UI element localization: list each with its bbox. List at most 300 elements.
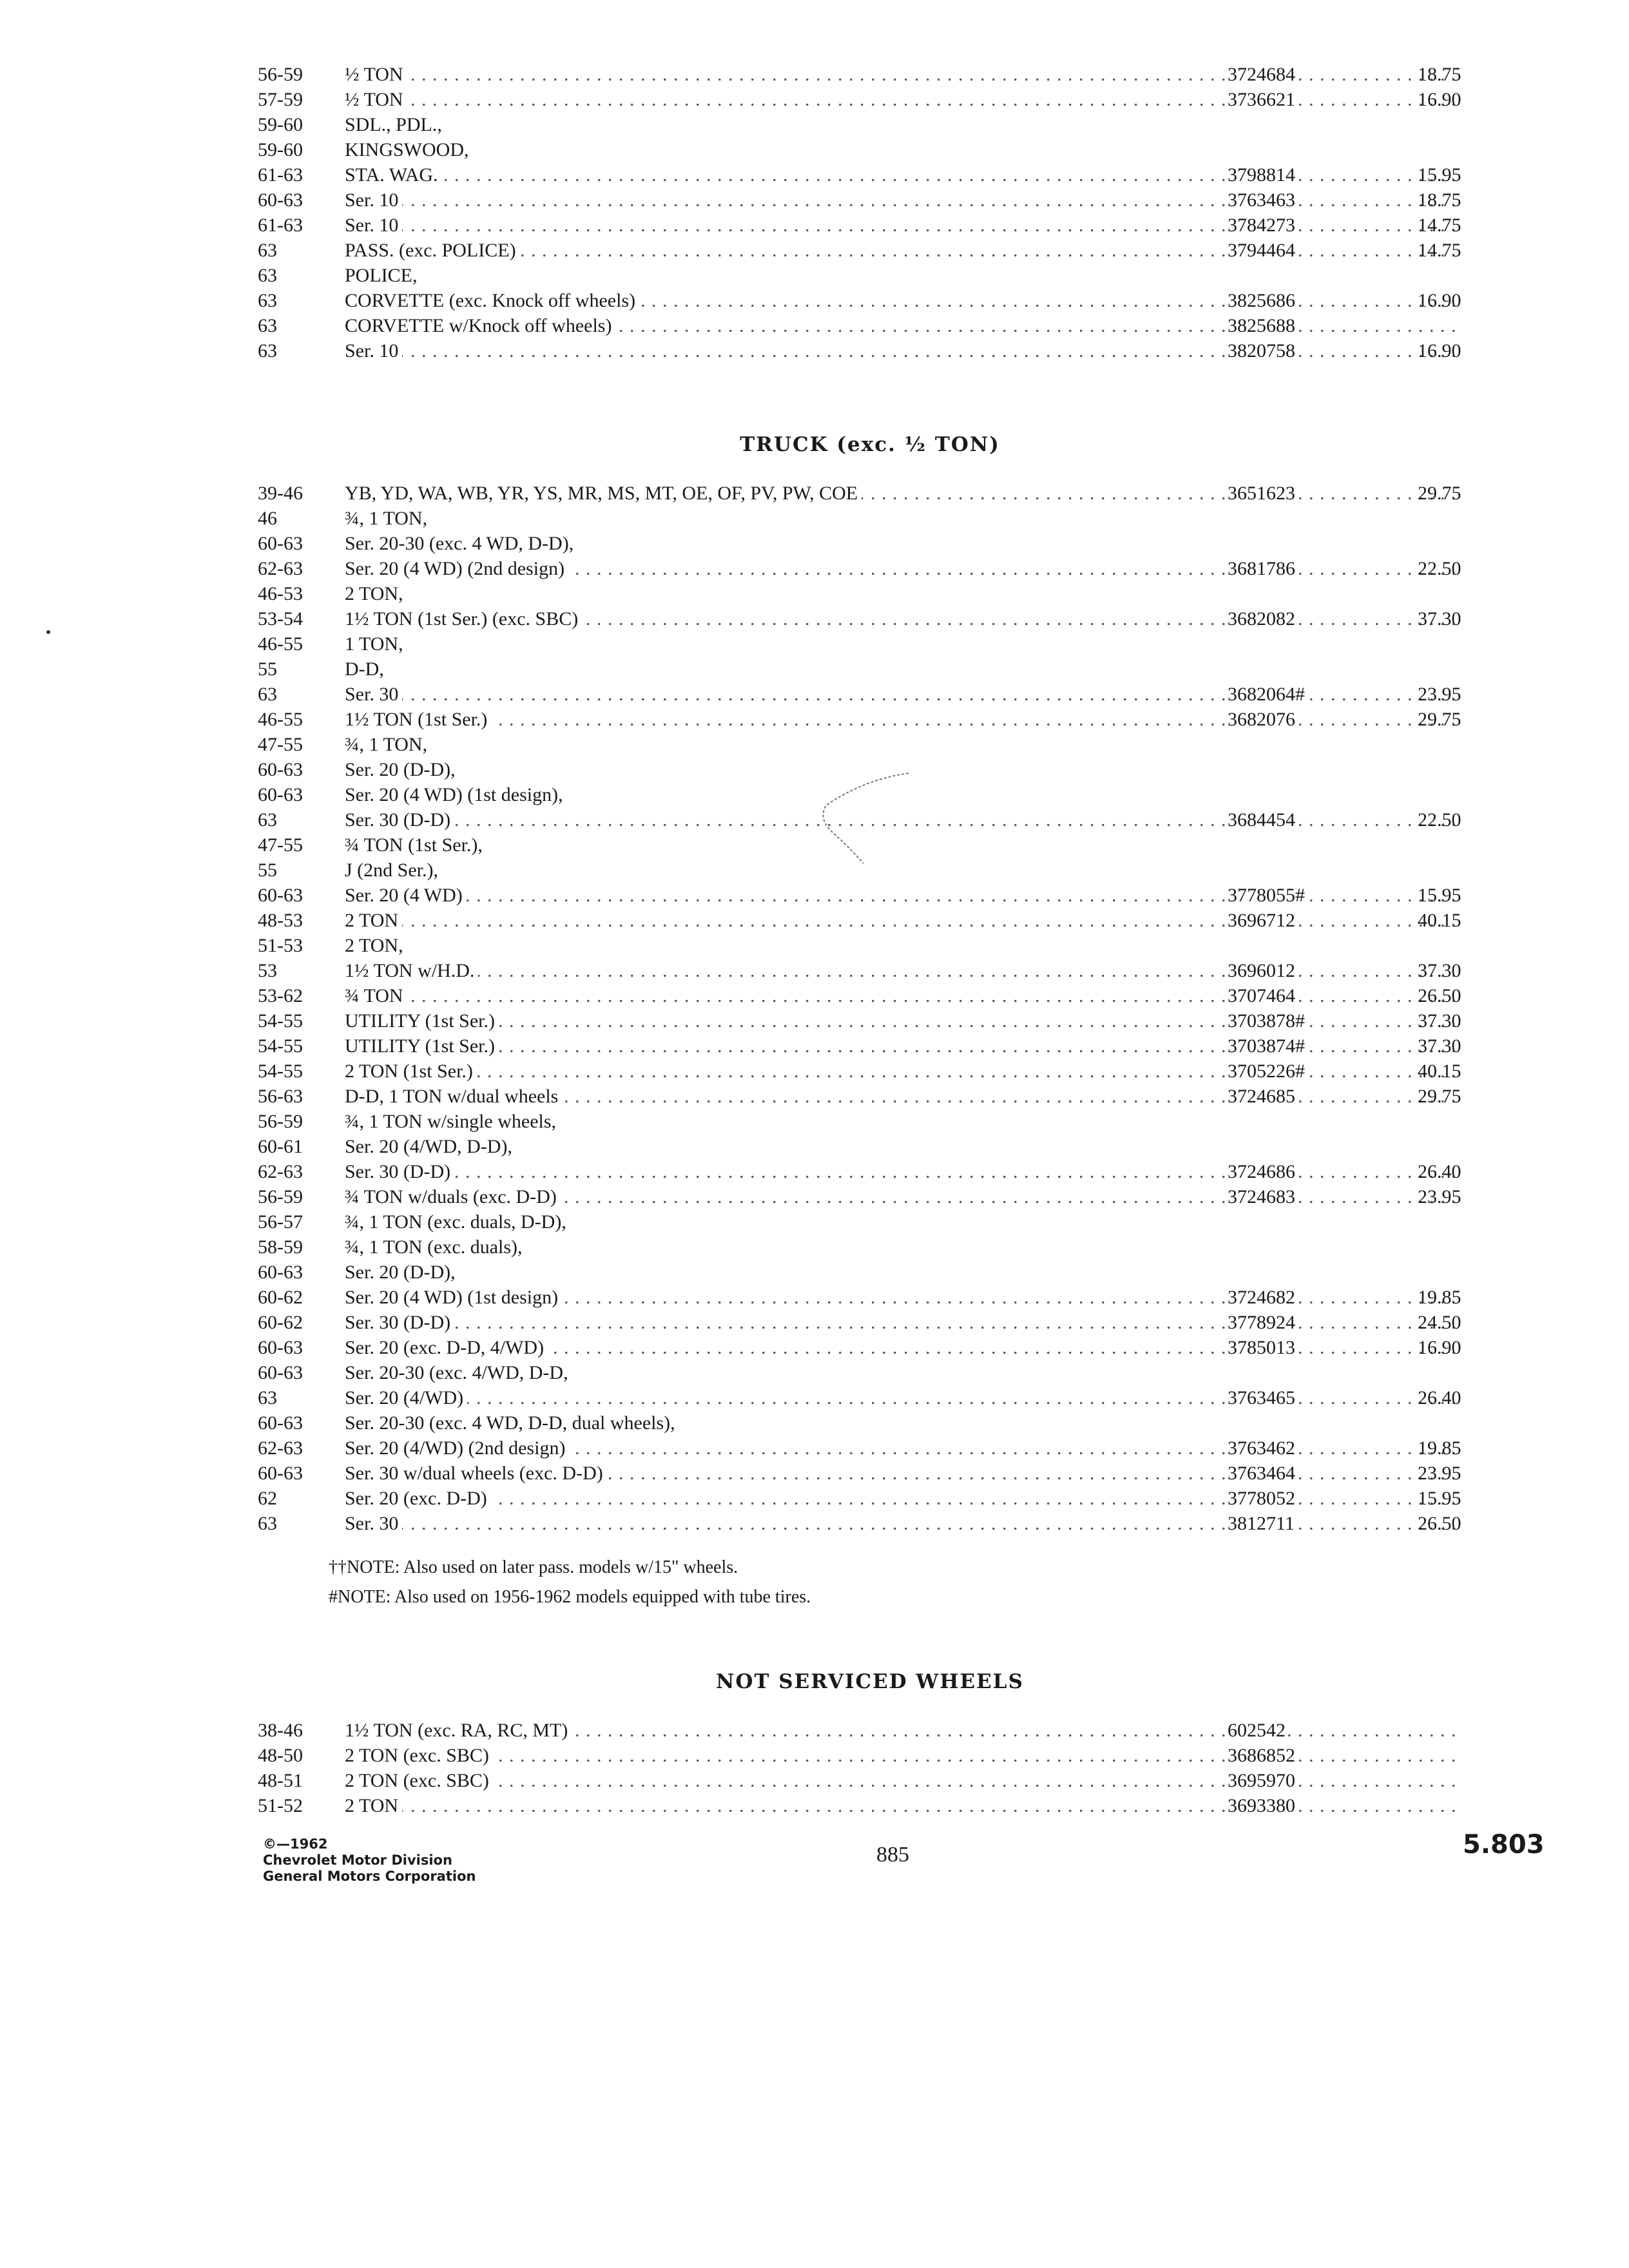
part-number-text: 3703878# (1228, 1010, 1305, 1032)
part-number (1228, 1059, 1344, 1084)
part-number (1228, 958, 1344, 983)
model-years: 38-46 (258, 1720, 303, 1741)
model-years: 55 (258, 860, 277, 881)
copyright: ©—1962 (263, 1836, 328, 1852)
description-text: Ser. 20 (4 WD) (1st design), (345, 784, 567, 805)
table-row (258, 883, 1482, 908)
list-price: 22.50 (1418, 558, 1461, 579)
list-price: 15.95 (1418, 1488, 1461, 1509)
list-price: 26.40 (1418, 1387, 1461, 1408)
description-text: Ser. 20 (4/WD) (345, 1387, 467, 1408)
list-price: 26.40 (1418, 1161, 1461, 1182)
description-text: Ser. 20 (exc. D-D) (345, 1488, 491, 1509)
table-row (258, 1793, 1482, 1818)
table-row (258, 1008, 1482, 1033)
list-price: 16.90 (1418, 290, 1461, 311)
description-text: ¾, 1 TON (exc. duals, D-D), (345, 1211, 570, 1233)
description-text: J (2nd Ser.), (345, 860, 442, 881)
description-text: Ser. 20-30 (exc. 4/WD, D-D, (345, 1362, 572, 1383)
part-number-text: 3785013 (1228, 1337, 1295, 1358)
part-number (1228, 556, 1344, 581)
table-row (258, 1768, 1482, 1793)
part-number-text: 3682064# (1228, 684, 1305, 705)
model-years: 56-63 (258, 1086, 303, 1107)
part-number (1228, 908, 1344, 933)
list-price: 29.75 (1418, 1086, 1461, 1107)
model-years: 62-63 (258, 1437, 303, 1459)
table-row (258, 506, 1482, 531)
table-row (258, 858, 1482, 883)
description-text: 1 TON, (345, 633, 407, 655)
description (345, 933, 1456, 958)
description-text: 2 TON, (345, 583, 407, 604)
table-row (258, 1209, 1482, 1235)
model-years: 56-59 (258, 64, 303, 85)
part-number-text: 3684454 (1228, 809, 1295, 831)
list-price: 23.95 (1418, 684, 1461, 705)
model-years: 59-60 (258, 114, 303, 135)
description-text: ½ TON (345, 89, 407, 110)
model-years: 62 (258, 1488, 277, 1509)
description (345, 782, 1456, 807)
description-text: Ser. 20 (4/WD, D-D), (345, 1136, 516, 1157)
model-years: 63 (258, 265, 277, 286)
table-row (258, 162, 1482, 187)
table-row (258, 187, 1482, 213)
table-row (258, 1385, 1482, 1410)
table-row (258, 87, 1482, 112)
part-number (1228, 707, 1344, 732)
part-number-text: 3820758 (1228, 340, 1295, 361)
list-price: 16.90 (1418, 89, 1461, 110)
description-text: SDL., PDL., (345, 114, 446, 135)
part-number (1228, 1159, 1344, 1184)
part-number-text: 3724683 (1228, 1186, 1295, 1207)
model-years: 60-63 (258, 1412, 303, 1434)
model-years: 61-63 (258, 215, 303, 236)
description (345, 1260, 1456, 1285)
description-text: POLICE, (345, 265, 421, 286)
model-years: 60-61 (258, 1136, 303, 1157)
description-text: YB, YD, WA, WB, YR, YS, MR, MS, MT, OE, OF, PV, PW, COE (345, 483, 862, 504)
list-price: 26.50 (1418, 985, 1461, 1006)
part-number-text: 3724686 (1228, 1161, 1295, 1182)
description (345, 263, 1456, 288)
description-text: ¾, 1 TON, (345, 734, 431, 755)
description-text: 1½ TON (1st Ser.) (exc. SBC) (345, 608, 582, 629)
model-years: 60-63 (258, 885, 303, 906)
list-price: 14.75 (1418, 215, 1461, 236)
description-text: 2 TON (exc. SBC) (345, 1745, 493, 1766)
part-number (1228, 1335, 1344, 1360)
description-text: UTILITY (1st Ser.) (345, 1010, 499, 1032)
list-price: 14.75 (1418, 240, 1461, 261)
model-years: 47-55 (258, 834, 303, 856)
description (345, 1209, 1456, 1235)
list-price: 37.30 (1418, 960, 1461, 981)
model-years: 47-55 (258, 734, 303, 755)
description-text: ¾, 1 TON w/single wheels, (345, 1111, 560, 1132)
description (345, 832, 1456, 858)
table-row (258, 682, 1482, 707)
description-text: Ser. 30 (D-D) (345, 1161, 454, 1182)
table-row (258, 556, 1482, 581)
table-row (258, 757, 1482, 782)
part-number-text: 3763465 (1228, 1387, 1295, 1408)
part-number (1228, 983, 1344, 1008)
description-text: ¾, 1 TON (exc. duals), (345, 1236, 526, 1258)
description-text: 1½ TON w/H.D. (345, 960, 478, 981)
table-row (258, 1718, 1482, 1743)
description-text: 2 TON (345, 1795, 402, 1816)
description (345, 657, 1456, 682)
part-number (1228, 682, 1344, 707)
model-years: 39-46 (258, 483, 303, 504)
model-years: 51-53 (258, 935, 303, 956)
list-price: 16.90 (1418, 1337, 1461, 1358)
part-number-text: 3794464 (1228, 240, 1295, 261)
part-number (1228, 1718, 1344, 1743)
list-price: 19.85 (1418, 1287, 1461, 1308)
description-text: Ser. 20 (exc. D-D, 4/WD) (345, 1337, 548, 1358)
part-number-text: 3696712 (1228, 910, 1295, 931)
table-row (258, 263, 1482, 288)
description (345, 631, 1456, 657)
part-number-text: 3763462 (1228, 1437, 1295, 1459)
part-number-text: 3778052 (1228, 1488, 1295, 1509)
table-row (258, 238, 1482, 263)
part-number-text: 3705226# (1228, 1061, 1305, 1082)
part-number-text: 3763463 (1228, 189, 1295, 211)
description (345, 757, 1456, 782)
part-number (1228, 213, 1344, 238)
part-number (1228, 481, 1344, 506)
table-row (258, 1084, 1482, 1109)
description (345, 858, 1456, 883)
part-number-text: 3812711 (1228, 1513, 1295, 1534)
part-number-text: 3763464 (1228, 1463, 1295, 1484)
description-text: UTILITY (1st Ser.) (345, 1035, 499, 1057)
section-heading: NOT SERVICED WHEELS (716, 1670, 1024, 1693)
model-years: 60-63 (258, 189, 303, 211)
list-price: 24.50 (1418, 1312, 1461, 1333)
description-text: Ser. 30 (D-D) (345, 809, 454, 831)
part-number (1228, 1486, 1344, 1511)
model-years: 63 (258, 1513, 277, 1534)
part-number-text: 3651623 (1228, 483, 1295, 504)
passenger-wheel-list (258, 62, 1482, 363)
description-text: 1½ TON (1st Ser.) (345, 709, 491, 730)
model-years: 63 (258, 340, 277, 361)
part-number-text: 3686852 (1228, 1745, 1295, 1766)
table-row (258, 1159, 1482, 1184)
division-name: Chevrolet Motor Division (263, 1852, 452, 1868)
note-tube-tires-1: ††NOTE: Also used on later pass. models w/15" wheels. (329, 1557, 738, 1577)
description-text: Ser. 20 (4 WD) (345, 885, 467, 906)
description-text: 2 TON (345, 910, 402, 931)
model-years: 46 (258, 508, 277, 529)
list-price: 23.95 (1418, 1463, 1461, 1484)
model-years: 60-63 (258, 1262, 303, 1283)
description-text: Ser. 30 (345, 684, 402, 705)
description-text: Ser. 30 (D-D) (345, 1312, 454, 1333)
description (345, 506, 1456, 531)
truck-wheel-section (258, 433, 1482, 1536)
description-text: ¾, 1 TON, (345, 508, 431, 529)
part-number (1228, 1793, 1344, 1818)
description-text: Ser. 20 (4 WD) (1st design) (345, 1287, 562, 1308)
table-row (258, 1360, 1482, 1385)
table-row (258, 481, 1482, 506)
table-row (258, 213, 1482, 238)
part-number (1228, 238, 1344, 263)
model-years: 54-55 (258, 1061, 303, 1082)
table-row (258, 1461, 1482, 1486)
part-number-text: 3784273 (1228, 215, 1295, 236)
table-row (258, 1436, 1482, 1461)
list-price: 18.75 (1418, 64, 1461, 85)
model-years: 46-55 (258, 709, 303, 730)
table-row (258, 807, 1482, 832)
table-row (258, 1511, 1482, 1536)
list-price: 19.85 (1418, 1437, 1461, 1459)
part-number (1228, 883, 1344, 908)
table-row (258, 1335, 1482, 1360)
list-price: 37.30 (1418, 1035, 1461, 1057)
description (345, 732, 1456, 757)
model-years: 59-60 (258, 139, 303, 160)
part-number-text: 602542 (1228, 1720, 1286, 1741)
not-serviced-section (258, 1670, 1482, 1818)
model-years: 56-59 (258, 1186, 303, 1207)
description-text: CORVETTE (exc. Knock off wheels) (345, 290, 639, 311)
description (345, 137, 1456, 162)
model-years: 60-63 (258, 1337, 303, 1358)
part-number-text: 3682082 (1228, 608, 1295, 629)
list-price: 37.30 (1418, 1010, 1461, 1032)
model-years: 63 (258, 809, 277, 831)
model-years: 61-63 (258, 164, 303, 186)
description-text: Ser. 20-30 (exc. 4 WD, D-D), (345, 533, 577, 554)
model-years: 46-55 (258, 633, 303, 655)
list-price: 15.95 (1418, 885, 1461, 906)
description-text: ½ TON (345, 64, 407, 85)
stray-mark (46, 630, 50, 634)
truck-wheel-list (258, 481, 1482, 1536)
part-number-text: 3696012 (1228, 960, 1295, 981)
table-row (258, 581, 1482, 606)
description-text: Ser. 10 (345, 189, 402, 211)
part-number-text: 3798814 (1228, 164, 1295, 186)
model-years: 63 (258, 240, 277, 261)
table-row (258, 707, 1482, 732)
part-number (1228, 1461, 1344, 1486)
list-price: 16.90 (1418, 340, 1461, 361)
description-text: 2 TON (1st Ser.) (345, 1061, 477, 1082)
model-years: 48-53 (258, 910, 303, 931)
table-row (258, 983, 1482, 1008)
table-row (258, 313, 1482, 338)
table-row (258, 732, 1482, 757)
model-years: 54-55 (258, 1010, 303, 1032)
description (345, 1360, 1456, 1385)
table-row (258, 112, 1482, 137)
model-years: 63 (258, 1387, 277, 1408)
table-row (258, 958, 1482, 983)
part-number-text: 3724684 (1228, 64, 1295, 85)
list-price: 15.95 (1418, 164, 1461, 186)
model-years: 60-63 (258, 1362, 303, 1383)
model-years: 60-63 (258, 759, 303, 780)
description-text: Ser. 10 (345, 215, 402, 236)
table-row (258, 1285, 1482, 1310)
description-text: Ser. 30 w/dual wheels (exc. D-D) (345, 1463, 607, 1484)
part-number (1228, 1436, 1344, 1461)
part-number (1228, 1385, 1344, 1410)
model-years: 48-51 (258, 1770, 303, 1791)
part-number-text: 3825688 (1228, 315, 1295, 336)
description (345, 112, 1456, 137)
model-years: 53-54 (258, 608, 303, 629)
table-row (258, 1033, 1482, 1059)
description-text: Ser. 20-30 (exc. 4 WD, D-D, dual wheels), (345, 1412, 679, 1434)
table-row (258, 531, 1482, 556)
table-row (258, 338, 1482, 363)
model-years: 53-62 (258, 985, 303, 1006)
model-years: 51-52 (258, 1795, 303, 1816)
part-number (1228, 87, 1344, 112)
model-years: 63 (258, 290, 277, 311)
model-years: 55 (258, 658, 277, 680)
list-price: 40.15 (1418, 1061, 1461, 1082)
description-text: ¾ TON (345, 985, 407, 1006)
model-years: 63 (258, 315, 277, 336)
description (345, 1134, 1456, 1159)
description-text: Ser. 20 (D-D), (345, 759, 459, 780)
description-text: STA. WAG. (345, 164, 442, 186)
table-row (258, 657, 1482, 682)
description (345, 581, 1456, 606)
description-text: 2 TON, (345, 935, 407, 956)
table-row (258, 288, 1482, 313)
part-number-text: 3778924 (1228, 1312, 1295, 1333)
table-row (258, 62, 1482, 87)
description-text: Ser. 20 (4/WD) (2nd design) (345, 1437, 569, 1459)
model-years: 48-50 (258, 1745, 303, 1766)
part-number-text: 3736621 (1228, 89, 1295, 110)
table-row (258, 832, 1482, 858)
part-number-text: 3707464 (1228, 985, 1295, 1006)
list-price: 23.95 (1418, 1186, 1461, 1207)
list-price: 29.75 (1418, 709, 1461, 730)
description-text: ¾ TON w/duals (exc. D-D) (345, 1186, 561, 1207)
description (345, 1410, 1456, 1436)
model-years: 53 (258, 960, 277, 981)
part-number (1228, 1511, 1344, 1536)
model-years: 60-62 (258, 1312, 303, 1333)
model-years: 60-62 (258, 1287, 303, 1308)
part-number-text: 3682076 (1228, 709, 1295, 730)
table-row (258, 908, 1482, 933)
model-years: 54-55 (258, 1035, 303, 1057)
model-years: 58-59 (258, 1236, 303, 1258)
part-number (1228, 1184, 1344, 1209)
table-row (258, 782, 1482, 807)
description-text: 1½ TON (exc. RA, RC, MT) (345, 1720, 572, 1741)
page-number: 885 (876, 1843, 909, 1867)
part-number (1228, 187, 1344, 213)
part-number (1228, 1310, 1344, 1335)
table-row (258, 606, 1482, 631)
part-number-text: 3778055# (1228, 885, 1305, 906)
description (345, 1235, 1456, 1260)
list-price: 40.15 (1418, 910, 1461, 931)
model-years: 46-53 (258, 583, 303, 604)
list-price: 29.75 (1418, 483, 1461, 504)
part-number (1228, 807, 1344, 832)
list-price: 37.30 (1418, 608, 1461, 629)
table-row (258, 933, 1482, 958)
description-text: Ser. 10 (345, 340, 402, 361)
table-row (258, 1134, 1482, 1159)
description-text: Ser. 20 (4 WD) (2nd design) (345, 558, 568, 579)
not-serviced-list (258, 1718, 1482, 1818)
part-number (1228, 62, 1344, 87)
part-number-text: 3724685 (1228, 1086, 1295, 1107)
part-number (1228, 1084, 1344, 1109)
model-years: 60-63 (258, 784, 303, 805)
part-number (1228, 162, 1344, 187)
part-number (1228, 1008, 1344, 1033)
list-price: 18.75 (1418, 189, 1461, 211)
model-years: 62-63 (258, 1161, 303, 1182)
part-number (1228, 606, 1344, 631)
description-text: 2 TON (exc. SBC) (345, 1770, 493, 1791)
table-row (258, 1486, 1482, 1511)
model-years: 63 (258, 684, 277, 705)
table-row (258, 1059, 1482, 1084)
description-text: KINGSWOOD, (345, 139, 472, 160)
part-number-text: 3825686 (1228, 290, 1295, 311)
list-price: 26.50 (1418, 1513, 1461, 1534)
description-text: Ser. 20 (D-D), (345, 1262, 459, 1283)
notes (329, 1553, 811, 1612)
table-row (258, 1260, 1482, 1285)
model-years: 60-63 (258, 533, 303, 554)
table-row (258, 1109, 1482, 1134)
part-number (1228, 338, 1344, 363)
model-years: 57-59 (258, 89, 303, 110)
description-text: ¾ TON (1st Ser.), (345, 834, 487, 856)
table-row (258, 137, 1482, 162)
table-row (258, 631, 1482, 657)
model-years: 56-57 (258, 1211, 303, 1233)
part-number (1228, 288, 1344, 313)
corporation-name: General Motors Corporation (263, 1869, 476, 1884)
note-tube-tires-2: #NOTE: Also used on 1956-1962 models equipped with tube tires. (329, 1587, 811, 1607)
table-row (258, 1184, 1482, 1209)
part-number (1228, 1033, 1344, 1059)
model-years: 62-63 (258, 558, 303, 579)
part-number-text: 3681786 (1228, 558, 1295, 579)
part-number (1228, 313, 1344, 338)
part-number-text: 3703874# (1228, 1035, 1305, 1057)
part-number (1228, 1743, 1344, 1768)
description-text: Ser. 30 (345, 1513, 402, 1534)
table-row (258, 1235, 1482, 1260)
publisher-block (263, 1836, 476, 1885)
table-row (258, 1743, 1482, 1768)
